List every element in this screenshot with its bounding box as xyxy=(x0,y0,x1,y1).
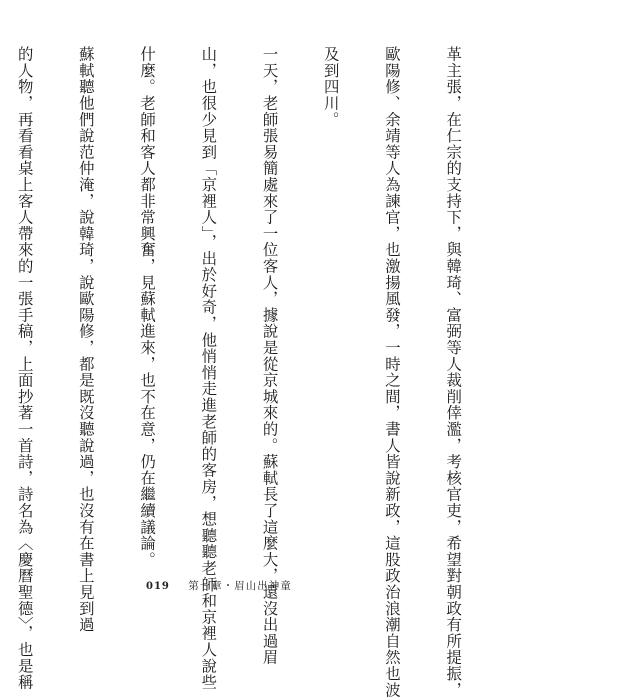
text-column: 一天，老師張易簡處來了一位客人，據說是從京城來的。蘇軾長了這麼大，還沒出過眉 xyxy=(260,46,279,666)
text-column: 的人物，再看看桌上客人帶來的一張手稿，上面抄著一首詩，詩名為〈慶曆聖德〉，也是稱 xyxy=(15,46,34,691)
text-column: 山，也很少見到「京裡人」，出於好奇，他悄悄走進老師的客房，想聽聽老師和京裡人說些 xyxy=(199,46,218,691)
page-number: 019 xyxy=(146,581,170,592)
text-column: 革主張，在仁宗的支持下，與韓琦、富弼等人裁削倖濫，考核官吏，希望對朝政有所提振， xyxy=(444,46,463,698)
text-column: 歐陽修、余靖等人為諫官，也激揚風發，一時之間，書人皆說新政，這股政治浪潮自然也波 xyxy=(382,46,401,698)
text-column: 什麼。老師和客人都非常興奮，見蘇軾進來，也不在意，仍在繼續議論。 xyxy=(138,46,157,568)
page-footer xyxy=(146,578,292,593)
text-column: 及到四川。 xyxy=(321,46,340,128)
text-column: 蘇軾聽他們說范仲淹，說韓琦，說歐陽修，都是既沒聽說過，也沒有在書上見到過 xyxy=(76,46,95,633)
chapter-title: 第一章・眉山出神童 xyxy=(188,580,292,592)
